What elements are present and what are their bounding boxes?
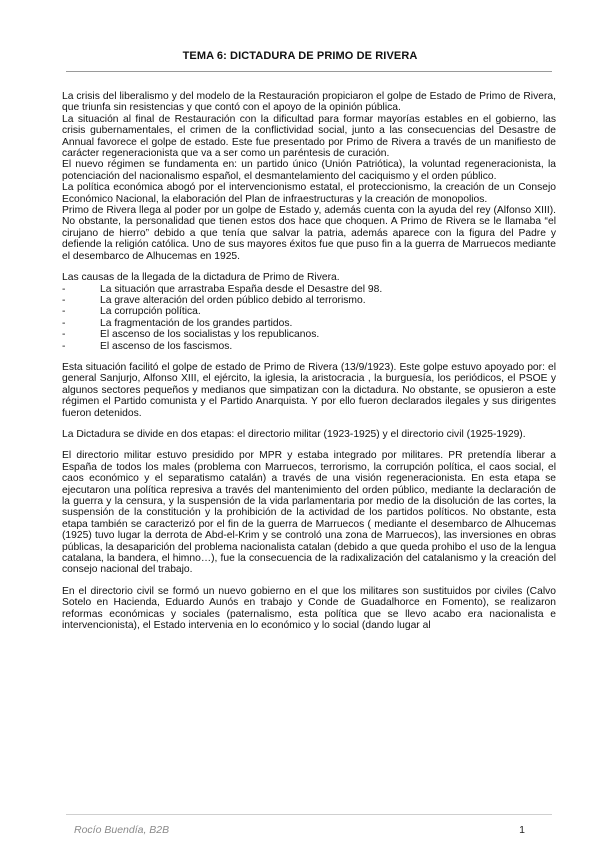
paragraph: La política económica abogó por el intervencionismo estatal, el proteccionismo, la creación de un Consejo Económico Nacional, la elaboración del Plan de infraestructuras y la creación de monopolios. — [62, 182, 556, 205]
spacer — [62, 576, 556, 586]
paragraph: Esta situación facilitó el golpe de estado de Primo de Rivera (13/9/1923). Este golpe estuvo apoyado por: el general Sanjurjo, Alfonso XIII, el ejército, la iglesia, la aristocracia , la burguesía, los periódicos, el PSOE y algunos sectores pequeños y medianos que simpatizan con la dictadura. No obstante, se opusieron a este régimen el Partido comunista y el Partido Anarquista. Y por ello fueron declarados ilegales y sus dirigentes fueron detenidos. — [62, 361, 556, 419]
list-bullet: - — [62, 329, 66, 341]
paragraph: Primo de Rivera llega al poder por un golpe de Estado y, además cuenta con la ayuda del rey (Alfonso XIII). No obstante, la personalidad que tienen estos dos hace que choquen. A Primo de Rivera se le llamaba “el cirujano de hierro” debido a que tenía que salvar la patria, además aparece con la figura del Padre y defiende la religión católica. Uno de sus mayores éxitos fue que puso fin a la guerra de Marruecos mediante el desembarco de Alhucemas en 1925. — [62, 205, 556, 262]
page-title: TEMA 6: DICTADURA DE PRIMO DE RIVERA — [182, 50, 418, 62]
list-item — [62, 306, 556, 317]
paragraph: El directorio militar estuvo presidido por MPR y estaba integrado por militares. PR pretendía liberar a España de todos los males (problema con Marruecos, terrorismo, la corrupción política, el caos social, el caos económico y el separatismo catalán) a través de una visión regeneracionista. En esta etapa se ejecutaron una política represiva a través del mantenimiento del orden público, mediante la declaración de la guerra y la censura, y la suspensión de la vida parlamentaria por medio de la disolución de las cortes, la suspensión de la constitución y la prohibición de la actividad de los partidos políticos. No obstante, esta etapa también se caracterizó por el fin de la guerra de Marruecos ( mediante el desembarco de Alhucemas (1925) tuvo lugar la derrota de Abd-el-Krim y se controló una zona de Marruecos), las inversiones en obras públicas, la desaparición del problema nacionalista catalan (debido a que queda prohibo el uso de la lengua catalana, la bandera, el himno…), fue la consecuencia de la radixalización del catalanismo y la creación del consejo nacional del trabajo. — [62, 450, 556, 576]
list-bullet: - — [62, 283, 66, 295]
document-body — [62, 91, 556, 631]
causes-intro: Las causas de la llegada de la dictadura de Primo de Rivera. — [62, 272, 340, 284]
spacer — [62, 440, 556, 450]
spacer — [62, 262, 556, 272]
paragraph: La crisis del liberalismo y del modelo de la Restauración propiciaron el golpe de Estado de Primo de Rivera, que triunfa sin resistencias y que contó con el apoyo de la opinión pública. — [62, 91, 556, 114]
paragraph: El nuevo régimen se fundamenta en: un partido único (Unión Patriótica), la voluntad regeneracionista, la potenciación del nacionalismo español, el desmantelamiento del caciquismo y el orden público. — [62, 159, 556, 182]
list-bullet: - — [62, 317, 66, 329]
list-item — [62, 284, 556, 295]
list-item-text: La fragmentación de los grandes partidos. — [100, 317, 293, 329]
paragraph: La situación al final de Restauración con la dificultad para formar mayorías estables en el gobierno, las crisis gubernamentales, el crimen de la conflictividad social, junto a las consecuencias del Desastre de Annual favorece el golpe de estado. Este fue presentado por Primo de Rivera a través de un manifiesto de carácter regeneracionista que va a ser como un paréntesis de curación. — [62, 113, 556, 160]
list-item — [62, 318, 556, 329]
footer-author: Rocío Buendía, B2B — [74, 824, 170, 836]
list-bullet: - — [62, 340, 66, 352]
paragraph: En el directorio civil se formó un nuevo gobierno en el que los militares son sustituidos por civiles (Calvo Sotelo en Hacienda, Eduardo Aunós en trabajo y Conde de Guadalhorce en Fomento), se realizaron reformas económicas y sociales (paternalismo, esta política que se llevo acabo era nacionalista e intervencionista), el Estado intervenia en lo económico y lo social (dando lugar al — [62, 585, 556, 632]
list-item — [62, 341, 556, 352]
paragraph: La Dictadura se divide en dos etapas: el directorio militar (1923-1925) y el directorio civil (1925-1929). — [62, 428, 526, 440]
list-item-text: La situación que arrastraba España desde el Desastre del 98. — [100, 283, 383, 295]
list-item — [62, 329, 556, 340]
page-number: 1 — [519, 824, 525, 836]
list-item-text: El ascenso de los fascismos. — [100, 340, 233, 352]
spacer — [62, 419, 556, 429]
footer-rule — [66, 814, 552, 815]
list-item-text: La grave alteración del orden público debido al terrorismo. — [100, 294, 366, 306]
list-item-text: El ascenso de los socialistas y los republicanos. — [100, 329, 320, 341]
causes-list — [62, 284, 556, 352]
spacer — [62, 352, 556, 362]
list-bullet: - — [62, 306, 66, 318]
header-rule — [66, 71, 552, 72]
list-item — [62, 295, 556, 306]
list-bullet: - — [62, 294, 66, 306]
list-item-text: La corrupción política. — [100, 306, 201, 318]
